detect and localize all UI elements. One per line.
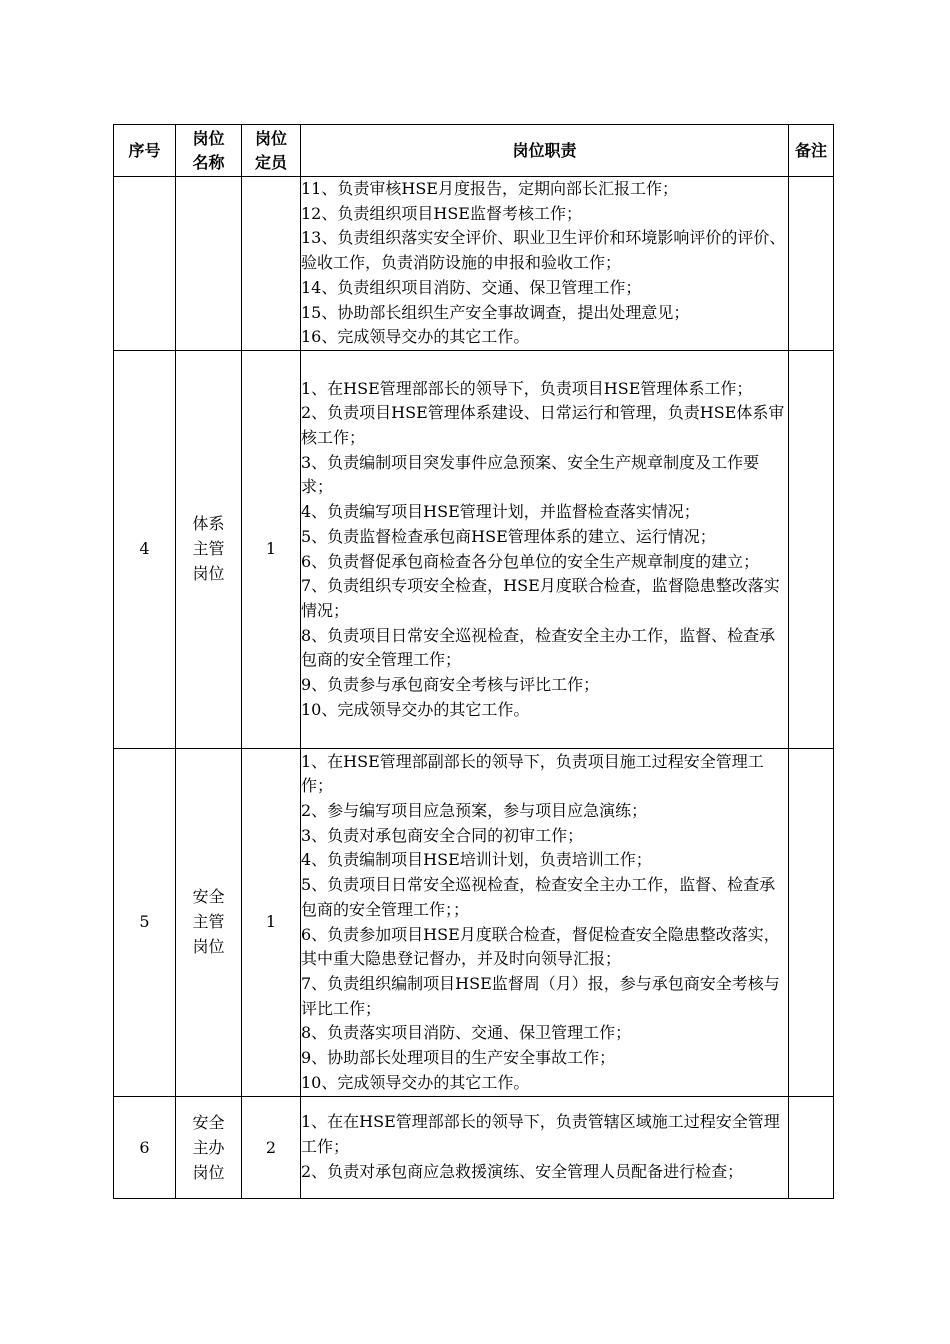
- duty-item: 8、负责项目日常安全巡视检查，检查安全主办工作，监督、检查承包商的安全管理工作；: [301, 625, 776, 670]
- row-position-name: [176, 177, 242, 351]
- duty-item: 8、负责落实项目消防、交通、保卫管理工作；: [301, 1023, 632, 1043]
- duty-item: 2、负责对承包商应急救援演练、安全管理人员配备进行检查；: [301, 1161, 744, 1181]
- row-duties: [301, 749, 789, 1097]
- row-remark: [789, 749, 834, 1097]
- row-quota: 2: [242, 1097, 301, 1199]
- duty-item: 10、完成领导交办的其它工作。: [301, 699, 530, 719]
- table-row: [114, 1097, 834, 1199]
- duty-item: 3、负责编制项目突发事件应急预案、安全生产规章制度及工作要求；: [301, 452, 760, 497]
- duty-item: 7、负责组织编制项目HSE监督周（月）报，参与承包商安全考核与评比工作；: [301, 973, 780, 1018]
- duty-item: 16、完成领导交办的其它工作。: [301, 327, 530, 347]
- duty-item: 11、负责审核HSE月度报告，定期向部长汇报工作；: [301, 179, 678, 199]
- row-position-name: 体系 主管 岗位: [176, 351, 242, 749]
- table-row: [114, 351, 834, 749]
- duty-item: 6、负责督促承包商检查各分包单位的安全生产规章制度的建立；: [301, 551, 760, 571]
- duty-item: 13、负责组织落实安全评价、职业卫生评价和环境影响评价的评价、验收工作，负责消防设施的申报和验收工作；: [301, 228, 786, 273]
- row-seq: 4: [114, 351, 176, 749]
- header-position-name: 岗位 名称: [176, 125, 242, 177]
- duty-item: 15、协助部长组织生产安全事故调查，提出处理意见；: [301, 302, 690, 322]
- duty-item: 1、在HSE管理部副部长的领导下，负责项目施工过程安全管理工作；: [301, 751, 764, 796]
- row-seq: [114, 177, 176, 351]
- duty-item: 4、负责编写项目HSE管理计划，并监督检查落实情况；: [301, 502, 700, 522]
- row-remark: [789, 351, 834, 749]
- row-position-name: 安全 主管 岗位: [176, 749, 242, 1097]
- table-header-row: [114, 125, 834, 177]
- duty-item: 14、负责组织项目消防、交通、保卫管理工作；: [301, 277, 642, 297]
- header-remark: 备注: [789, 125, 834, 177]
- table-row: [114, 177, 834, 351]
- row-duties: [301, 177, 789, 351]
- row-remark: [789, 177, 834, 351]
- header-duties: 岗位职责: [301, 125, 789, 177]
- table-row: [114, 749, 834, 1097]
- duty-item: 2、负责项目HSE管理体系建设、日常运行和管理，负责HSE体系审核工作；: [301, 403, 785, 447]
- row-quota: 1: [242, 749, 301, 1097]
- row-quota: [242, 177, 301, 351]
- duty-item: 2、参与编写项目应急预案，参与项目应急演练；: [301, 800, 648, 820]
- duty-item: 10、完成领导交办的其它工作。: [301, 1072, 530, 1092]
- duty-item: 1、在HSE管理部部长的领导下，负责项目HSE管理体系工作；: [301, 378, 753, 398]
- duty-item: 5、负责项目日常安全巡视检查，检查安全主办工作，监督、检查承包商的安全管理工作；；: [301, 875, 776, 919]
- duty-item: 7、负责组织专项安全检查，HSE月度联合检查，监督隐患整改落实情况；: [301, 576, 780, 620]
- duty-table: [113, 124, 834, 1199]
- row-seq: 6: [114, 1097, 176, 1199]
- duty-item: 9、负责参与承包商安全考核与评比工作；: [301, 675, 600, 695]
- duty-item: 5、负责监督检查承包商HSE管理体系的建立、运行情况；: [301, 526, 716, 546]
- duty-item: 9、协助部长处理项目的生产安全事故工作；: [301, 1048, 616, 1068]
- duty-item: 1、在在HSE管理部部长的领导下，负责管辖区域施工过程安全管理工作；: [301, 1112, 780, 1157]
- row-position-name: 安全 主办 岗位: [176, 1097, 242, 1199]
- duty-item: 12、负责组织项目HSE监督考核工作；: [301, 203, 582, 223]
- row-remark: [789, 1097, 834, 1199]
- header-seq: 序号: [114, 125, 176, 177]
- row-duties: [301, 1097, 789, 1199]
- row-duties: [301, 351, 789, 749]
- header-quota: 岗位 定员: [242, 125, 301, 177]
- duty-item: 4、负责编制项目HSE培训计划，负责培训工作；: [301, 850, 652, 870]
- duty-item: 6、负责参加项目HSE月度联合检查，督促检查安全隐患整改落实，其中重大隐患登记督办，并及时向领导汇报；: [301, 924, 780, 969]
- duty-item: 3、负责对承包商安全合同的初审工作；: [301, 825, 584, 845]
- row-quota: 1: [242, 351, 301, 749]
- row-seq: 5: [114, 749, 176, 1097]
